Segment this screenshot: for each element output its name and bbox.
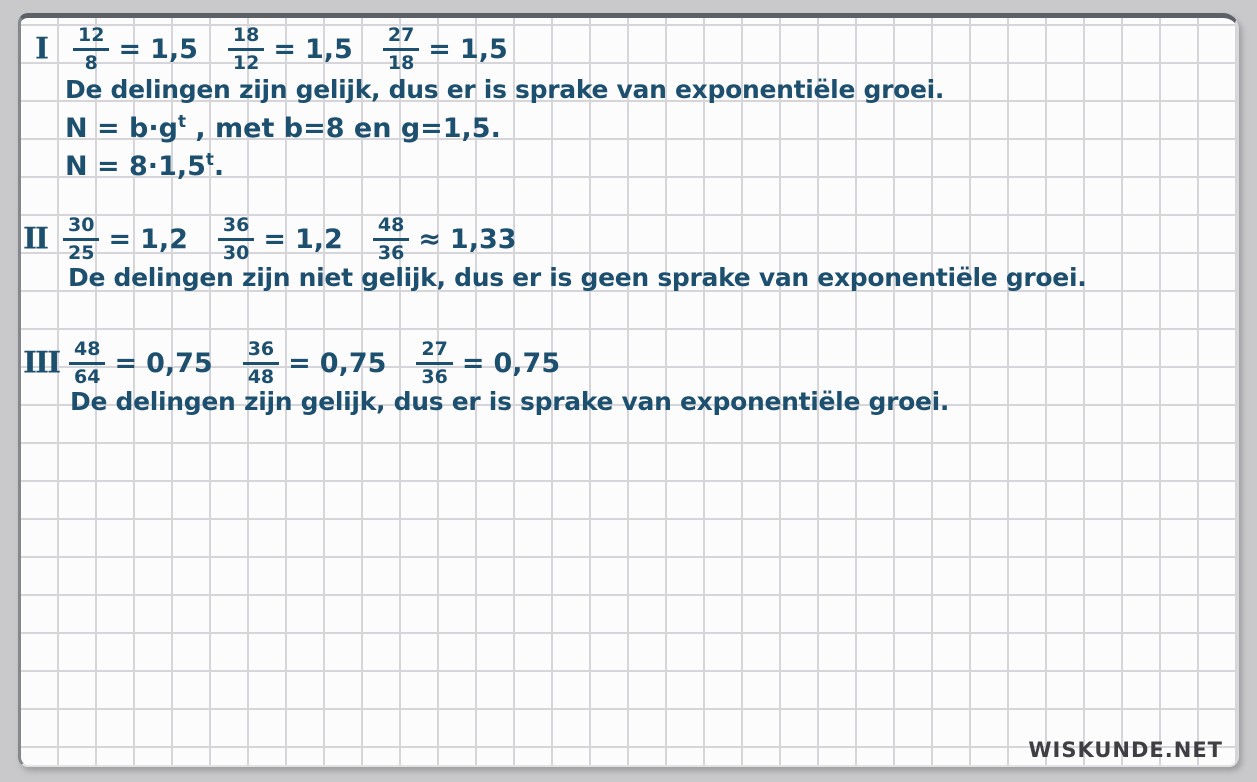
fraction-numerator: 18 — [228, 25, 264, 51]
formula-text: N = 8·1,5 — [65, 151, 206, 182]
fraction-numerator: 36 — [243, 339, 279, 365]
fraction-denominator: 48 — [247, 366, 275, 388]
section-3-conclusion: De delingen zijn gelijk, dus er is sprake van exponentiële groei. — [70, 387, 950, 416]
quotient-value: 0,75 — [319, 347, 387, 379]
fraction-denominator: 18 — [387, 52, 415, 74]
fraction-denominator: 64 — [74, 366, 101, 388]
quotient-value: 1,5 — [305, 33, 353, 65]
equals-sign: = — [461, 347, 485, 379]
fraction-denominator: 25 — [68, 242, 95, 264]
section-3-label: III — [23, 345, 60, 381]
fraction — [218, 215, 254, 263]
section-1-fraction-row — [35, 22, 508, 76]
fraction-equation — [373, 215, 517, 263]
equals-sign: = — [288, 347, 311, 379]
fraction-numerator: 12 — [73, 25, 109, 51]
fraction-equation — [73, 25, 198, 73]
fraction-numerator: 36 — [218, 215, 254, 241]
section-2-conclusion: De delingen zijn niet gelijk, dus er is geen sprake van exponentiële groei. — [68, 263, 1087, 292]
equals-sign: = — [273, 33, 296, 65]
whiteboard — [18, 13, 1239, 767]
fraction-equation — [416, 339, 560, 387]
fraction-denominator: 36 — [377, 242, 405, 264]
section-2-fraction-row — [23, 212, 517, 266]
approx-sign: ≈ — [418, 223, 441, 255]
fraction-equation — [228, 25, 353, 73]
formula-exponent: t — [205, 149, 214, 169]
wiskunde-net-watermark: WISKUNDE.NET — [1028, 738, 1223, 762]
equals-sign: = — [114, 347, 138, 379]
section-1-label: I — [35, 31, 48, 67]
fraction — [73, 25, 109, 73]
fraction-numerator: 48 — [373, 215, 409, 241]
fraction-numerator: 30 — [63, 215, 99, 241]
section-3-fraction-row — [23, 336, 560, 390]
section-1-general-formula — [65, 111, 501, 144]
fraction-numerator: 48 — [69, 339, 105, 365]
fraction — [416, 339, 452, 387]
formula-text: , met b=8 en g=1,5. — [185, 113, 501, 144]
fraction-denominator: 36 — [421, 366, 448, 388]
quotient-value: 1,2 — [140, 223, 188, 255]
quotient-value: 1,5 — [459, 33, 508, 65]
equals-sign: = — [263, 223, 286, 255]
section-2-label: II — [23, 221, 48, 257]
formula-exponent: t — [177, 111, 186, 131]
fraction-numerator: 27 — [383, 25, 419, 51]
equals-sign: = — [428, 33, 451, 65]
quotient-value: 1,2 — [295, 223, 343, 255]
equals-sign: = — [118, 33, 142, 65]
formula-text: N = b·g — [65, 113, 178, 144]
fraction-equation — [69, 339, 213, 387]
fraction-equation — [218, 215, 343, 263]
section-1-conclusion: De delingen zijn gelijk, dus er is sprake van exponentiële groei. — [65, 75, 945, 104]
quotient-value: 1,33 — [449, 223, 517, 255]
fraction-denominator: 8 — [84, 52, 98, 74]
fraction-equation — [383, 25, 508, 73]
quotient-value: 0,75 — [146, 347, 213, 379]
fraction — [373, 215, 409, 263]
fraction-equation — [243, 339, 387, 387]
fraction — [383, 25, 419, 73]
fraction — [63, 215, 99, 263]
quotient-value: 1,5 — [150, 33, 198, 65]
fraction — [243, 339, 279, 387]
fraction-numerator: 27 — [416, 339, 452, 365]
fraction-denominator: 30 — [222, 242, 250, 264]
fraction-denominator: 12 — [232, 52, 260, 74]
fraction — [228, 25, 264, 73]
quotient-value: 0,75 — [493, 347, 561, 379]
formula-text: . — [213, 151, 225, 182]
equals-sign: = — [108, 223, 132, 255]
fraction-equation — [63, 215, 188, 263]
fraction — [69, 339, 105, 387]
section-1-specific-formula — [65, 149, 224, 182]
